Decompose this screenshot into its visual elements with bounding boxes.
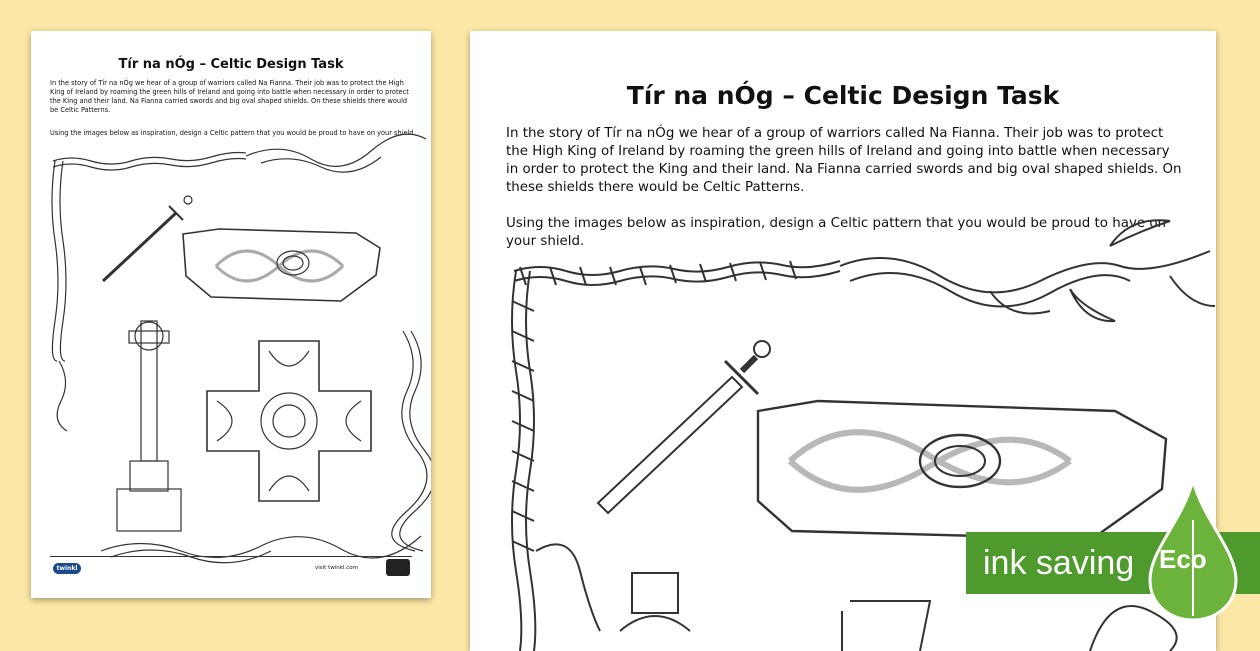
thumb-sword [103, 196, 192, 281]
thumb-left-braid [52, 161, 58, 361]
main-cross-top [620, 573, 690, 631]
thumbnail-intro-paragraph: In the story of Tír na nÓg we hear of a group of warriors called Na Fianna. Their job was to protect the High King of Ireland by roaming the green hills of Ireland and going into battle when necessary in order to protect the King and their land. Na Fianna carried swords and big oval shaped shields. On these shields there would be Celtic Patterns. [50, 79, 409, 114]
thumb-shield [183, 229, 380, 301]
main-knot-top [842, 601, 930, 651]
main-top-vines [840, 220, 1215, 321]
thumb-top-braid [53, 153, 246, 165]
main-intro-paragraph: In the story of Tír na nÓg we hear of a group of warriors called Na Fianna. Their job was to protect the High King of Ireland by roaming the green hills of Ireland and going into battle when necessary in order to protect the King and their land. Na Fianna carried swords and big oval shaped shields. On these shields there would be Celtic Patterns. [506, 126, 1182, 195]
main-instruction-paragraph: Using the images below as inspiration, design a Celtic pattern that you would be proud to have on your shield. [506, 216, 1167, 249]
thumbnail-celtic-artwork [31, 31, 431, 598]
twinkl-logo: twinkl [53, 563, 81, 574]
main-shield [758, 401, 1166, 539]
thumb-left-vine [57, 361, 67, 431]
thumbnail-instruction-paragraph: Using the images below as inspiration, design a Celtic pattern that you would be proud to have on your shield. [50, 129, 416, 137]
thumb-high-cross [117, 321, 181, 531]
main-left-vine [536, 544, 600, 631]
thumb-bottom-vine [101, 536, 421, 558]
footer-visit-text: visit twinkl.com [315, 565, 358, 571]
worksheet-thumbnail [31, 31, 431, 598]
thumb-knot-cross [207, 341, 371, 501]
main-top-braid [514, 261, 840, 285]
ink-saving-label: ink saving [983, 544, 1135, 582]
footer-badge-icon [386, 559, 410, 576]
eco-label: Eco [1159, 544, 1207, 574]
main-title: Tír na nÓg – Celtic Design Task [626, 81, 1060, 110]
thumb-top-vine [246, 134, 426, 166]
thumbnail-footer-line [50, 556, 412, 557]
main-sword [598, 341, 770, 513]
main-left-braid [512, 271, 535, 651]
thumbnail-title: Tír na nÓg – Celtic Design Task [118, 57, 344, 72]
